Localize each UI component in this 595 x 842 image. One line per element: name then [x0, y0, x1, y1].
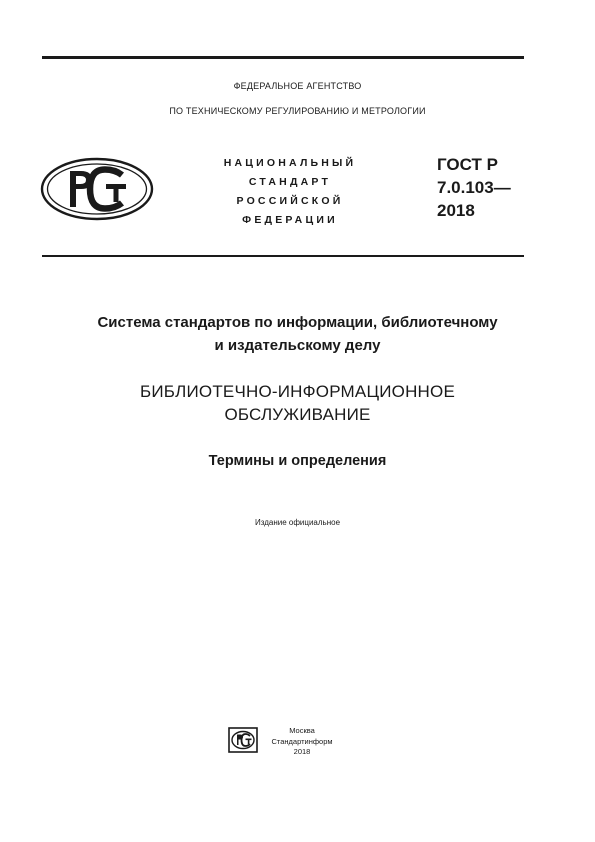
- publisher-year: 2018: [293, 747, 311, 756]
- document-title-line1: БИБЛИОТЕЧНО-ИНФОРМАЦИОННОЕ: [140, 382, 455, 401]
- standartinform-logo-icon: [228, 727, 258, 753]
- series-title-line1: Система стандартов по информации, библиотечному: [97, 314, 498, 331]
- top-rule: [42, 56, 524, 59]
- designation-line3: 2018: [437, 201, 475, 220]
- publisher-city: Москва: [289, 726, 315, 735]
- standard-type-line4: ФЕДЕРАЦИИ: [242, 214, 338, 226]
- document-title-line2: ОБСЛУЖИВАНИЕ: [224, 405, 371, 424]
- standard-type-block: [200, 154, 380, 230]
- standard-type-line1: НАЦИОНАЛЬНЫЙ: [223, 157, 357, 169]
- rst-emblem-icon: [40, 157, 154, 221]
- designation-line2: 7.0.103—: [437, 178, 511, 197]
- document-subtitle: Термины и определения: [208, 453, 387, 469]
- standard-type-line3: РОССИЙСКОЙ: [236, 195, 344, 207]
- document-title: [0, 380, 595, 426]
- standard-type-line2: СТАНДАРТ: [248, 176, 332, 188]
- agency-name-line1: ФЕДЕРАЛЬНОЕ АГЕНТСТВО: [233, 81, 362, 91]
- edition-note: Издание официальное: [254, 518, 341, 527]
- header-divider: [42, 255, 524, 257]
- designation-line1: ГОСТ Р: [437, 155, 498, 174]
- agency-name-line2: ПО ТЕХНИЧЕСКОМУ РЕГУЛИРОВАНИЮ И МЕТРОЛОГИИ: [169, 106, 426, 116]
- series-title-line2: и издательскому делу: [214, 337, 381, 354]
- publisher-imprint: [262, 726, 342, 758]
- publisher-name: Стандартинформ: [271, 736, 333, 746]
- series-title: [0, 311, 595, 357]
- standard-designation: [437, 153, 511, 222]
